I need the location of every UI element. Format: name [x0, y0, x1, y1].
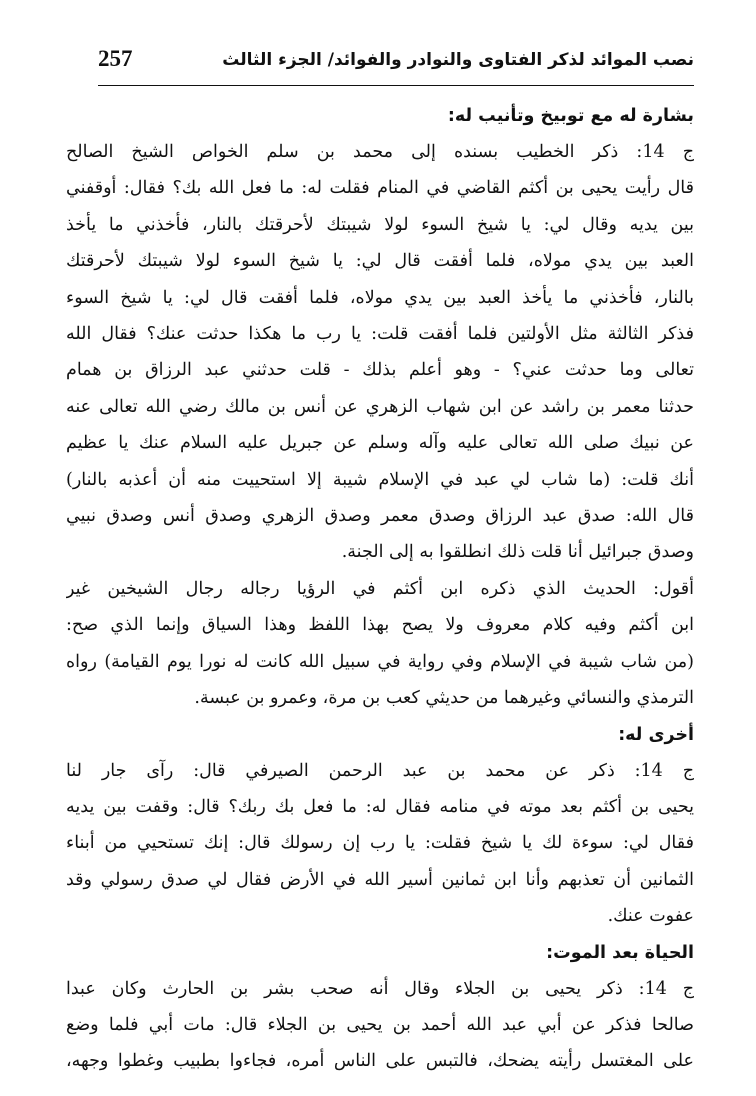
page-header [98, 46, 694, 84]
text-line: قال الله: صدق عبد الرزاق وصدق معمر وصدق الزهري وصدق أنس وصدق نبيي [66, 506, 694, 527]
running-title: نصب الموائد لذكر الفتاوى والنوادر والفوائد/ الجزء الثالث [222, 50, 694, 70]
text-line: قال رأيت يحيى بن أكثم القاضي في المنام فقلت له: ما فعل الله بك؟ فقال: أوقفني [66, 178, 694, 199]
section-heading-glad-tidings: بشارة له مع توبيخ وتأنيب له: [447, 106, 694, 126]
text-line: بالنار، فأخذني ما يأخذ العبد بين يدي مولاه، فلما أفقت قال لي: يا شيخ السوء [66, 287, 694, 308]
text-line: تعالى وما حدثت عني؟ - وهو أعلم بذلك - قلت حدثني عبد الرزاق بن همام [66, 360, 694, 381]
text-line: أنك قلت: (ما شاب لي عبد في الإسلام شيبة إلا استحييت منه أن أعذبه بالنار) [66, 469, 694, 490]
header-divider [98, 85, 694, 86]
text-line: فقال لي: سوءة لك يا شيخ فقلت: يا رب إن رسولك قال: إنك تستحيي من أبناء [66, 833, 694, 854]
text-line: الثمانين أن تعذبهم وأنا ابن ثمانين أسير الله في الأرض فقال لي صدق رسولي وقد [66, 869, 694, 890]
text-line: عفوت عنك. [607, 906, 694, 927]
page-number: 257 [98, 46, 133, 71]
text-line: ج 14: ذكر الخطيب بسنده إلى محمد بن سلم الخواص الشيخ الصالح [66, 142, 694, 162]
text-line: عن نبيك صلى الله تعالى عليه وآله وسلم عن جبريل عليه السلام عنك يا عظيم [66, 433, 694, 454]
text-line: ج 14: ذكر يحيى بن الجلاء وقال أنه صحب بشر بن الحارث وكان عبدا [66, 978, 694, 999]
paragraph [66, 571, 694, 717]
body-text [66, 98, 694, 1080]
text-line: أقول: الحديث الذي ذكره ابن أكثم في الرؤيا رجاله رجال الشيخين غير [66, 578, 694, 599]
text-line: ابن أكثم وفيه كلام معروف ولا يصح بهذا اللفظ وهذا السياق وإنما الذي صح: [66, 615, 694, 636]
paragraph [66, 971, 694, 1080]
paragraph [66, 134, 694, 571]
text-line: ج 14: ذكر عن محمد بن عبد الرحمن الصيرفي قال: رآى جار لنا [66, 760, 694, 781]
paragraph [66, 753, 694, 935]
text-line: بين يديه وقال لي: يا شيخ السوء لولا شيبتك لأحرقتك بالنار، فأخذني ما يأخذ [66, 214, 694, 235]
text-line: فذكر الثالثة مثل الأولتين فلما أفقت قلت: يا رب ما هكذا حدثت عنك؟ فقال الله [66, 324, 694, 345]
text-line: الترمذي والنسائي وغيرهما من حديثي كعب بن مرة، وعمرو بن عبسة. [194, 688, 694, 709]
text-line: العبد بين يدي مولاه، فلما أفقت قال لي: يا شيخ السوء لولا شيبتك لأحرقتك [66, 251, 694, 272]
text-line: على المغتسل رأيته يضحك، فالتبس على الناس أمره، فجاءوا بطبيب وغطوا وجهه، [66, 1051, 694, 1072]
section-heading-life-after-death: الحياة بعد الموت: [546, 942, 694, 963]
text-line: يحيى بن أكثم بعد موته في منامه فقال له: ما فعل بك ربك؟ قال: وقفت بين يديه [66, 796, 694, 817]
text-line: وصدق جبرائيل أنا قلت ذلك انطلقوا به إلى الجنة. [341, 542, 694, 563]
text-line: حدثنا معمر بن راشد عن ابن شهاب الزهري عن أنس بن مالك رضي الله تعالى عنه [66, 396, 694, 417]
section-heading-another: أخرى له: [618, 724, 694, 745]
text-line: (من شاب شيبة في الإسلام وفي رواية في سبيل الله كانت له نورا يوم القيامة) رواه [66, 651, 694, 672]
text-line: صالحا فذكر عن أبي عبد الله أحمد بن يحيى بن الجلاء قال: مات أبي فلما وضع [66, 1014, 694, 1035]
